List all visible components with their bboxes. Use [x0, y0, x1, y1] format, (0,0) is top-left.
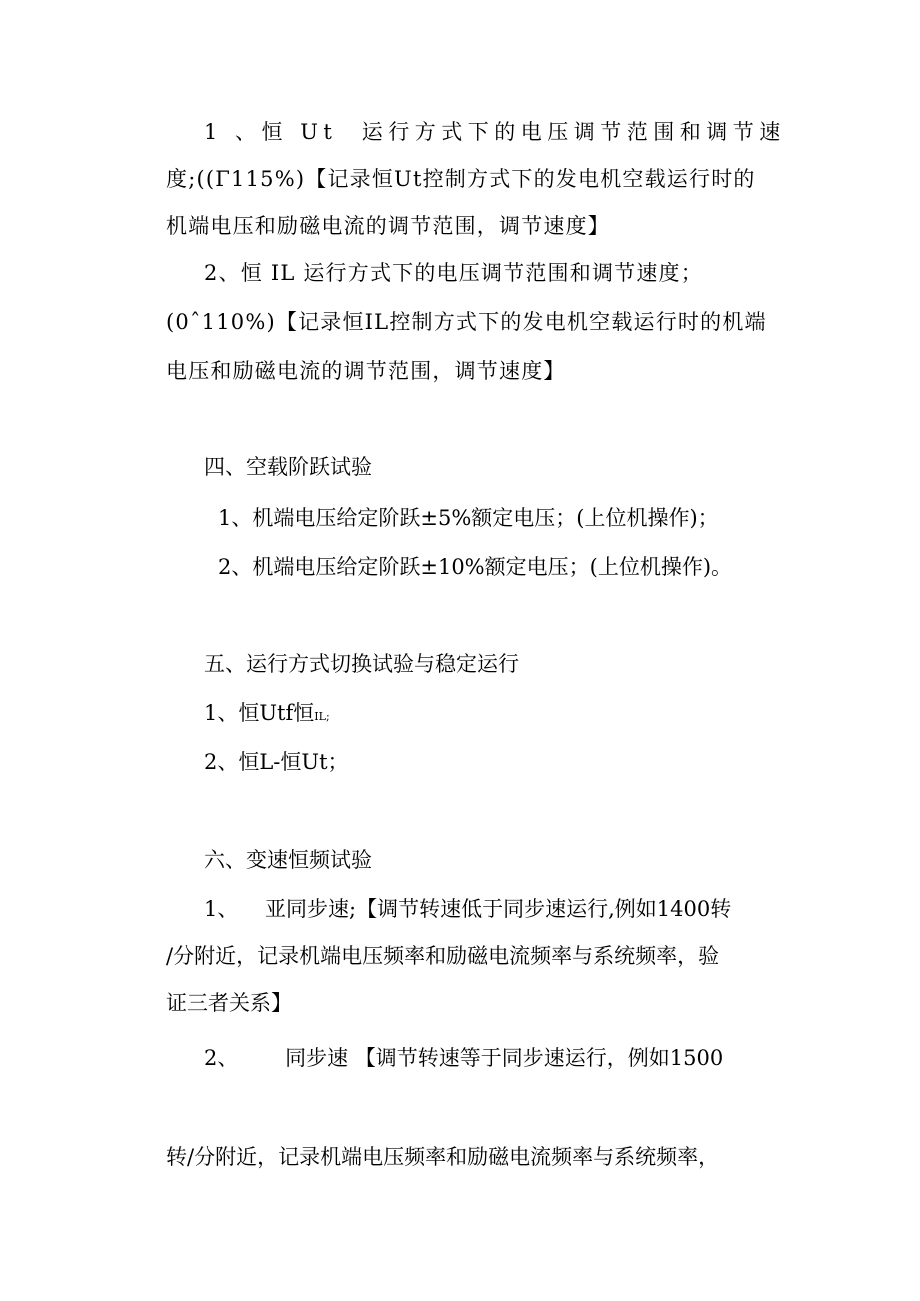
section-six-item1-line2: /分附近，记录机端电压频率和励磁电流频率与系统频率，验: [166, 944, 720, 968]
section-three-item2-line1: 2、恒 IL 运行方式下的电压调节范围和调节速度；: [204, 261, 703, 285]
section-six-heading: 六、变速恒频试验: [204, 848, 372, 872]
section-three-item1-line3: 机端电压和励磁电流的调节范围，调节速度】: [166, 214, 610, 238]
section-six-item2-line1: 2、 同步速 【调节转速等于同步速运行，例如1500: [204, 1046, 724, 1070]
section-four-heading: 四、空载阶跃试验: [204, 455, 372, 479]
section-three-item2-line3: 电压和励磁电流的调节范围，调节速度】: [166, 359, 566, 383]
section-six-item1-line3: 证三者关系】: [166, 991, 292, 1015]
section-four-item2: 2、机端电压给定阶跃±10%额定电压；(上位机操作)。: [218, 555, 733, 579]
section-three-item1-line2: 度;((Γ115%)【记录恒Ut控制方式下的发电机空载运行时的: [166, 167, 756, 191]
section-four-item1: 1、机端电压给定阶跃±5%额定电压；(上位机操作)；: [218, 506, 719, 530]
section-five-item1: [204, 698, 330, 732]
section-three-item1-line1: 1 、恒 Ut 运行方式下的电压调节范围和调节速: [204, 120, 786, 144]
section-five-item1-subscript: I: [314, 710, 319, 723]
section-five-item1-tail: L;: [318, 710, 330, 723]
section-five-item1-text: 1、恒Utf恒: [204, 701, 315, 725]
section-three-item2-line2: (0ˆ110%)【记录恒IL控制方式下的发电机空载运行时的机端: [166, 310, 767, 334]
section-five-item2: 2、恒L-恒Ut；: [204, 750, 349, 774]
section-five-heading: 五、运行方式切换试验与稳定运行: [204, 652, 519, 676]
section-six-item2-line2: 转/分附近，记录机端电压频率和励磁电流频率与系统频率，: [166, 1145, 720, 1169]
section-six-item1-line1: 1、 亚同步速;【调节转速低于同步速运行,例如1400转: [204, 897, 732, 921]
